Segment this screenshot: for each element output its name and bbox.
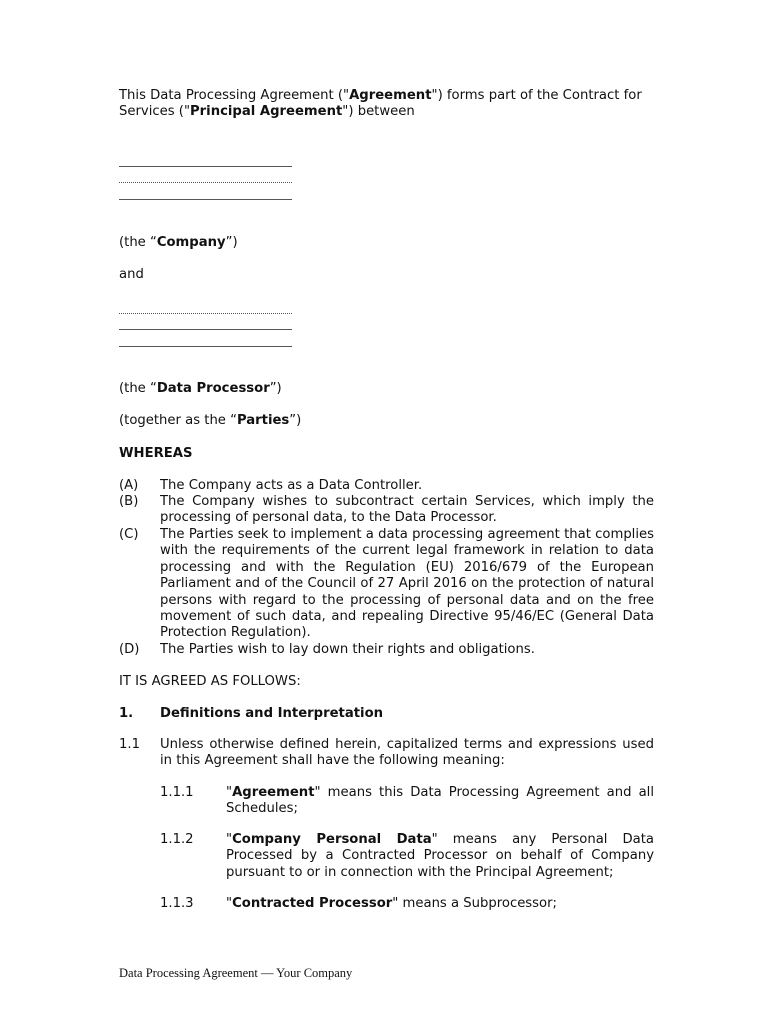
definition-label: 1.1.2 (160, 832, 194, 847)
recital-c (119, 527, 654, 642)
processor-line-3[interactable] (119, 346, 292, 347)
processor-line-1[interactable] (119, 313, 292, 314)
clause-label: 1.1 (119, 737, 140, 752)
company-line-1[interactable] (119, 166, 292, 167)
definition-label: 1.1.1 (160, 785, 194, 800)
definition-label: 1.1.3 (160, 896, 194, 911)
processor-label-post: ”) (269, 381, 282, 396)
recital-text: The Company acts as a Data Controller. (160, 478, 423, 493)
intro-text-2: ") forms part of the Contract for Services (" (119, 88, 642, 120)
recital-label: (A) (119, 478, 139, 493)
parties-term: Parties (236, 413, 290, 428)
definition-text: "Company Personal Data" means any Personal Data Processed by a Contracted Processor on behalf of Company pursuant to or in connection with the Principal Agreement; (226, 832, 654, 880)
processor-line-2[interactable] (119, 329, 292, 330)
parties-label-post: ”) (289, 413, 302, 428)
clause-1-1 (119, 737, 654, 770)
agreement-term: Agreement (349, 88, 432, 103)
recital-label: (D) (119, 642, 140, 657)
company-label-pre: (the “ (119, 235, 157, 250)
company-line-3[interactable] (119, 199, 292, 200)
definition-1-1-1 (160, 785, 654, 818)
company-term: Company (156, 235, 226, 250)
company-label-post: ”) (225, 235, 238, 250)
principal-agreement-term: Principal Agreement (190, 104, 343, 120)
processor-label-pre: (the “ (119, 381, 157, 396)
definition-term: Agreement (232, 785, 315, 800)
parties-label (119, 413, 301, 429)
intro-paragraph (119, 88, 659, 121)
recital-label: (B) (119, 494, 139, 509)
and-text: and (119, 267, 144, 282)
company-label (119, 235, 238, 251)
recital-d (119, 642, 654, 658)
processor-label (119, 381, 282, 397)
definition-1-1-3 (160, 896, 654, 912)
definition-body: means any Personal Data Processed by a Contracted Processor on behalf of Company pursuant to or in connection with the Principal Agreement; (226, 832, 654, 880)
definition-term: Company Personal Data (232, 832, 432, 847)
page-footer: Data Processing Agreement — Your Company (119, 966, 353, 980)
definition-1-1-2 (160, 832, 654, 881)
definition-body: means this Data Processing Agreement and all Schedules; (226, 785, 654, 817)
definition-body: means a Subprocessor; (398, 896, 557, 911)
section-number: 1. (119, 706, 134, 721)
parties-label-pre: (together as the “ (119, 413, 237, 428)
data-processor-term: Data Processor (156, 381, 270, 396)
definition-text: "Contracted Processor" means a Subprocessor; (226, 896, 557, 911)
intro-text-1: This Data Processing Agreement (" (119, 88, 350, 103)
recital-text: The Company wishes to subcontract certain Services, which imply the processing of personal data, to the Data Processor. (160, 494, 654, 526)
section-title: Definitions and Interpretation (160, 706, 384, 721)
agreed-statement: IT IS AGREED AS FOLLOWS: (119, 674, 301, 689)
recital-b (119, 494, 654, 527)
definition-text: "Agreement" means this Data Processing Agreement and all Schedules; (226, 785, 654, 817)
recital-text: The Parties seek to implement a data processing agreement that complies with the requirements of the current legal framework in relation to data processing and with the Regulation (EU) 2016/679 of the European Parliament and of the Council of 27 April 2016 on the protection of natural persons with regard to the processing of personal data and on the free movement of such data, and repealing Directive 95/46/EC (General Data Protection Regulation). (160, 527, 654, 641)
recital-text: The Parties wish to lay down their rights and obligations. (160, 642, 535, 657)
company-line-2[interactable] (119, 182, 292, 183)
intro-text-3: ") between (342, 104, 415, 120)
recital-label: (C) (119, 527, 139, 542)
whereas-heading: WHEREAS (119, 446, 193, 461)
recital-a (119, 478, 654, 494)
definition-term: Contracted Processor (232, 896, 393, 911)
clause-text: Unless otherwise defined herein, capitalized terms and expressions used in this Agreement shall have the following meaning: (160, 737, 654, 769)
